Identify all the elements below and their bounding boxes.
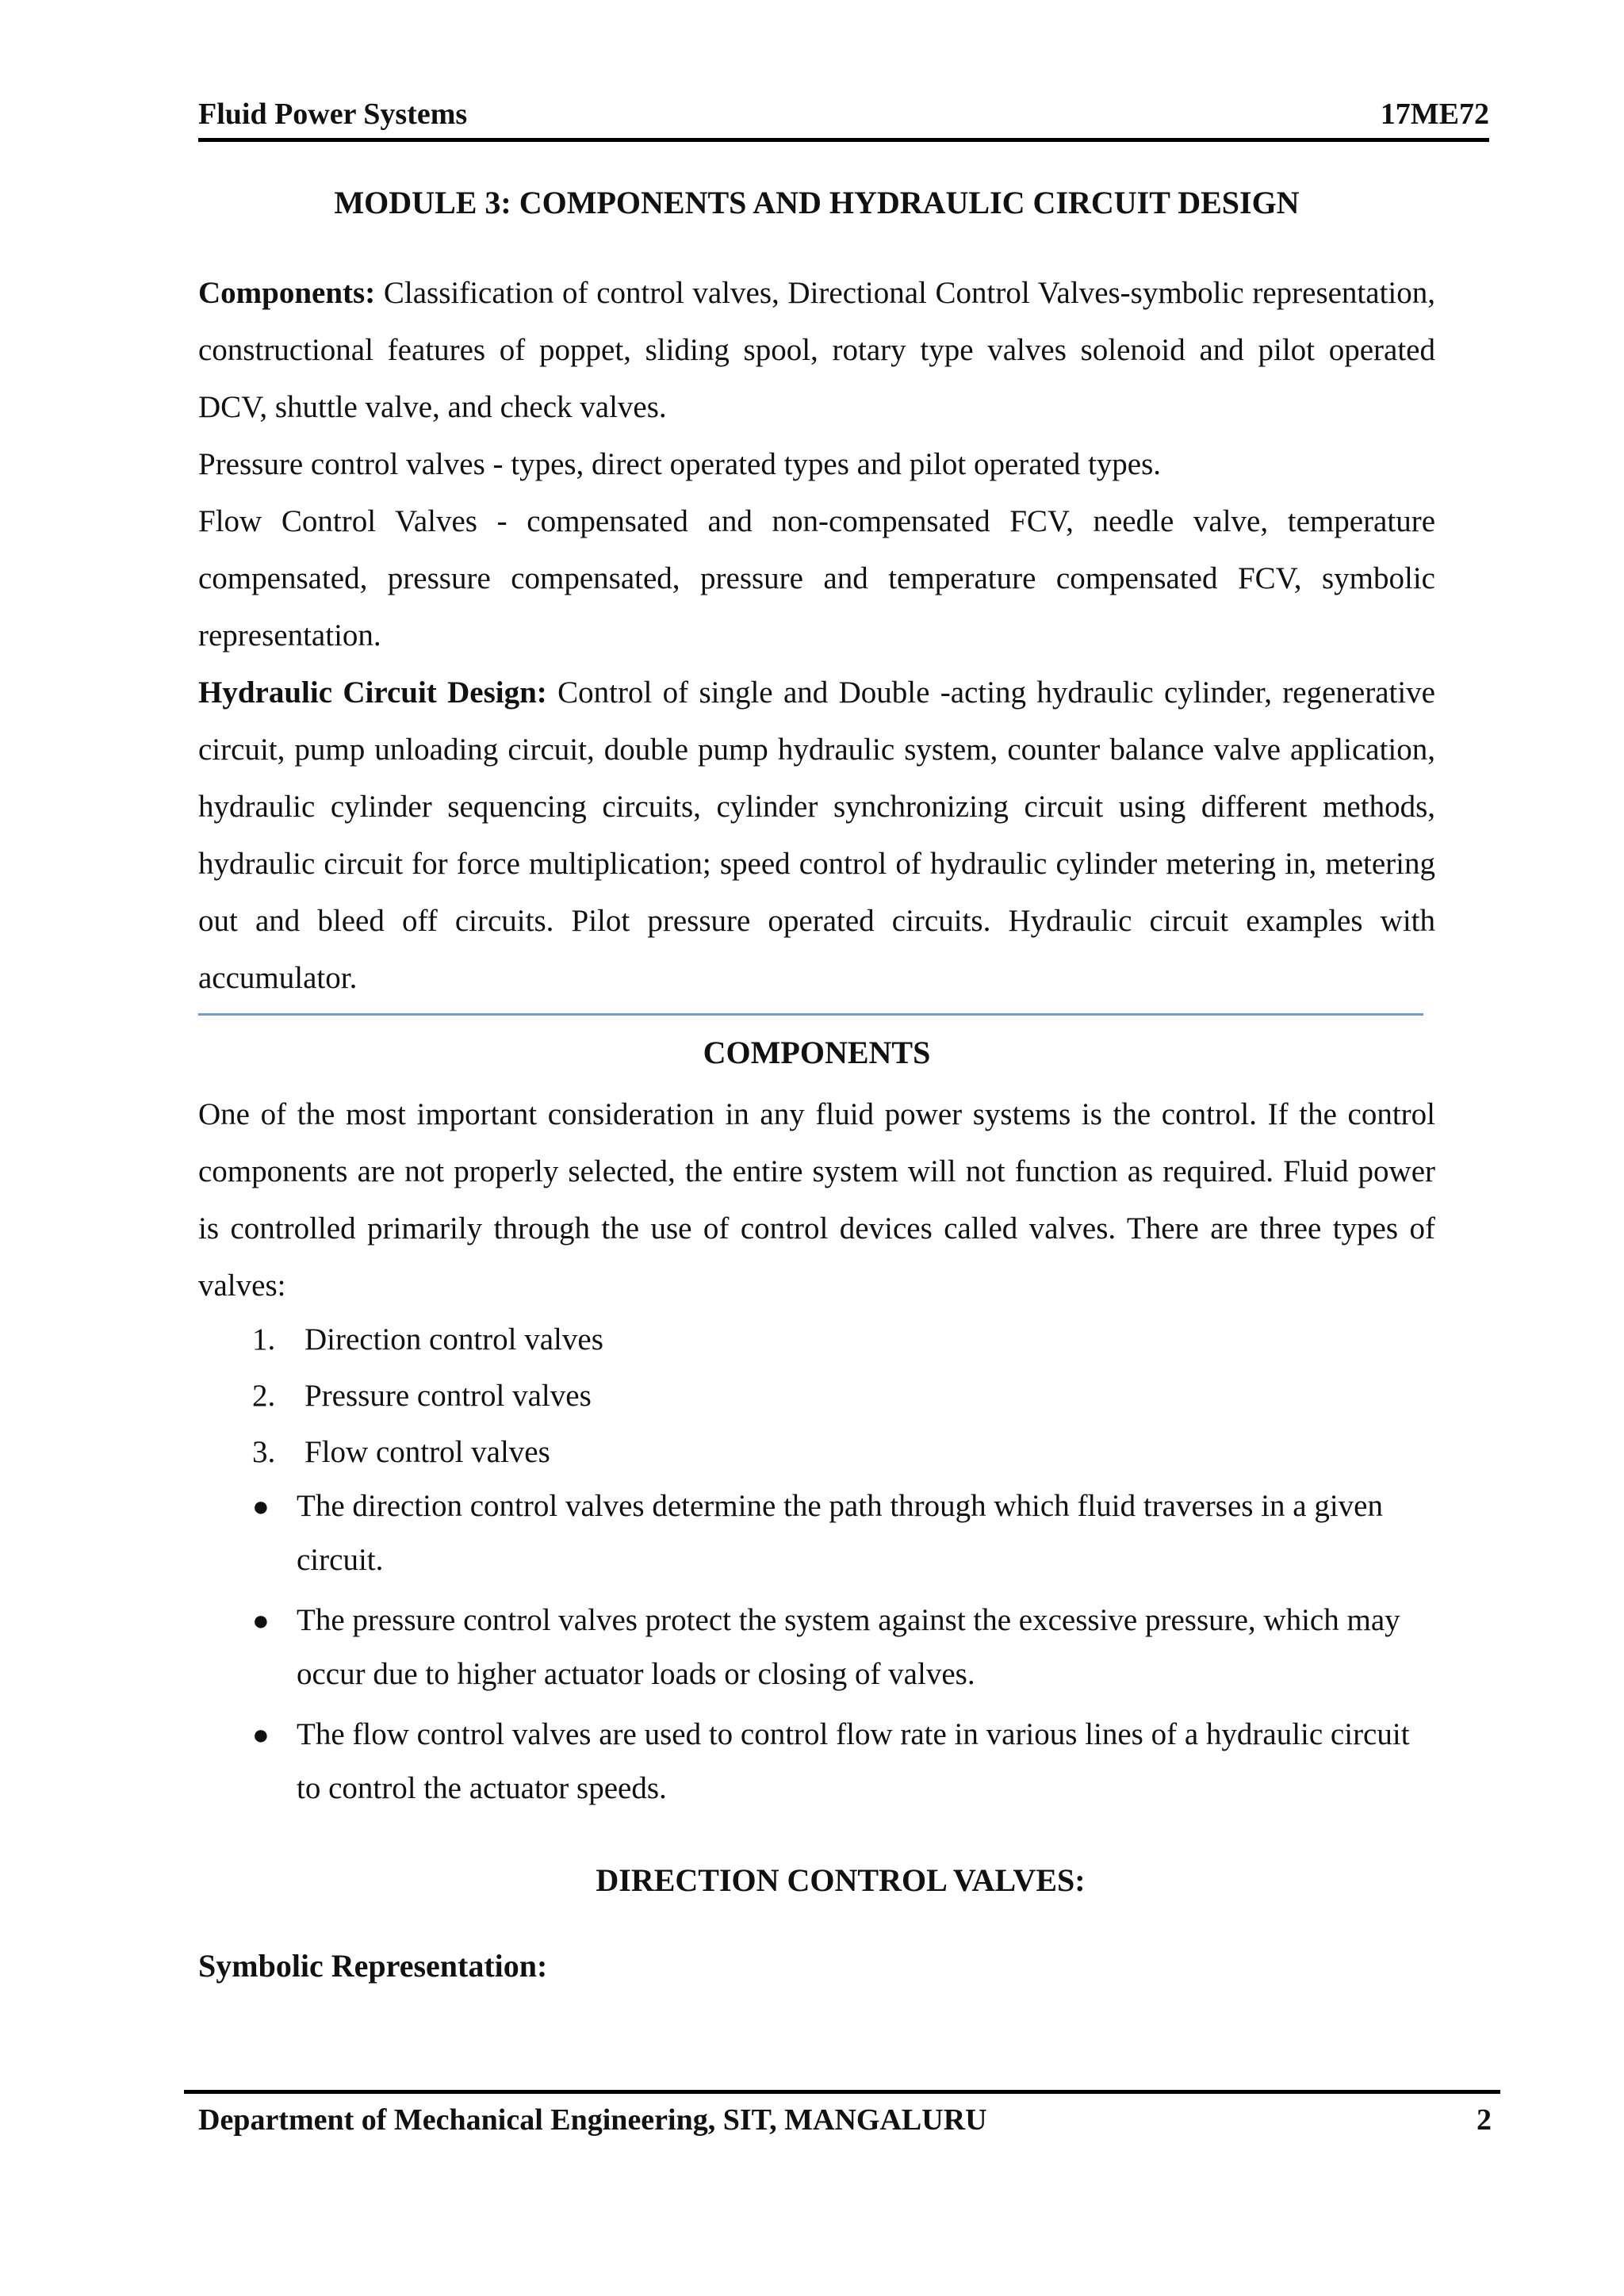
bullet-item (252, 1479, 1410, 1587)
list-label: Direction control valves (304, 1322, 603, 1357)
course-title: Fluid Power Systems (198, 98, 468, 131)
list-number: 3. (252, 1435, 276, 1469)
course-code: 17ME72 (1380, 98, 1489, 131)
bullet-item (252, 1594, 1410, 1701)
syllabus-block (198, 265, 1435, 1007)
syllabus-flow: Flow Control Valves - compensated and non-compensated FCV, needle valve, temperature compensated, pressure compensated, pressure and temperature compensated FCV, symbolic representation. (198, 504, 1435, 652)
list-label: Pressure control valves (304, 1379, 592, 1413)
symbolic-heading: Symbolic Representation: (198, 1948, 548, 1984)
components-heading: COMPONENTS (703, 1035, 931, 1070)
bullet-icon: ● (252, 1719, 270, 1751)
bullet-icon: ● (252, 1490, 270, 1522)
list-number: 2. (252, 1379, 276, 1413)
intro-text: One of the most important consideration in any fluid power systems is the control. If the control components are not properly selected, the entire system will not function as required. Fluid power is controlled primarily through the use of control devices called valves. There are three types of valves: (198, 1097, 1435, 1303)
syllabus-components (198, 265, 1435, 436)
list-item (252, 1311, 603, 1368)
components-text: Classification of control valves, Directional Control Valves-symbolic representation, constructional features of poppet, sliding spool, rotary type valves solenoid and pilot operated DCV, shuttle valve, and check valves. (198, 276, 1435, 424)
syllabus-circuit (198, 664, 1435, 1007)
list-item (252, 1368, 603, 1424)
list-label: Flow control valves (304, 1435, 550, 1469)
page-number: 2 (1477, 2103, 1492, 2137)
section-divider (198, 1013, 1423, 1016)
module-title: MODULE 3: COMPONENTS AND HYDRAULIC CIRCUIT DESIGN (334, 185, 1300, 220)
valve-types-list (252, 1311, 603, 1480)
components-label: Components: (198, 276, 376, 310)
bullet-text: The direction control valves determine the path through which fluid traverses in a given circuit. (297, 1489, 1383, 1577)
syllabus-pressure: Pressure control valves - types, direct operated types and pilot operated types. (198, 447, 1162, 481)
intro-paragraph (198, 1086, 1435, 1314)
dcv-heading: DIRECTION CONTROL VALVES: (596, 1862, 1086, 1898)
bullet-item (252, 1708, 1410, 1816)
bullet-text: The pressure control valves protect the system against the excessive pressure, which may occur due to higher actuator loads or closing of valves. (297, 1603, 1400, 1691)
bullet-list (252, 1479, 1410, 1822)
footer-department: Department of Mechanical Engineering, SIT, MANGALURU (198, 2103, 987, 2137)
bullet-text: The flow control valves are used to control flow rate in various lines of a hydraulic circuit to control the actuator speeds. (297, 1717, 1410, 1805)
list-number: 1. (252, 1322, 276, 1357)
bullet-icon: ● (252, 1605, 270, 1636)
circuit-label: Hydraulic Circuit Design: (198, 675, 547, 710)
circuit-text: Control of single and Double -acting hydraulic cylinder, regenerative circuit, pump unloading circuit, double pump hydraulic system, counter balance valve application, hydraulic cylinder sequencing circuits, cylinder synchronizing circuit using different methods, hydraulic circuit for force multiplication; speed control of hydraulic cylinder metering in, metering out and bleed off circuits. Pilot pressure operated circuits. Hydraulic circuit examples with accumulator. (198, 675, 1435, 995)
list-item (252, 1424, 603, 1480)
page-header (198, 94, 1489, 142)
footer-rule (184, 2090, 1500, 2094)
